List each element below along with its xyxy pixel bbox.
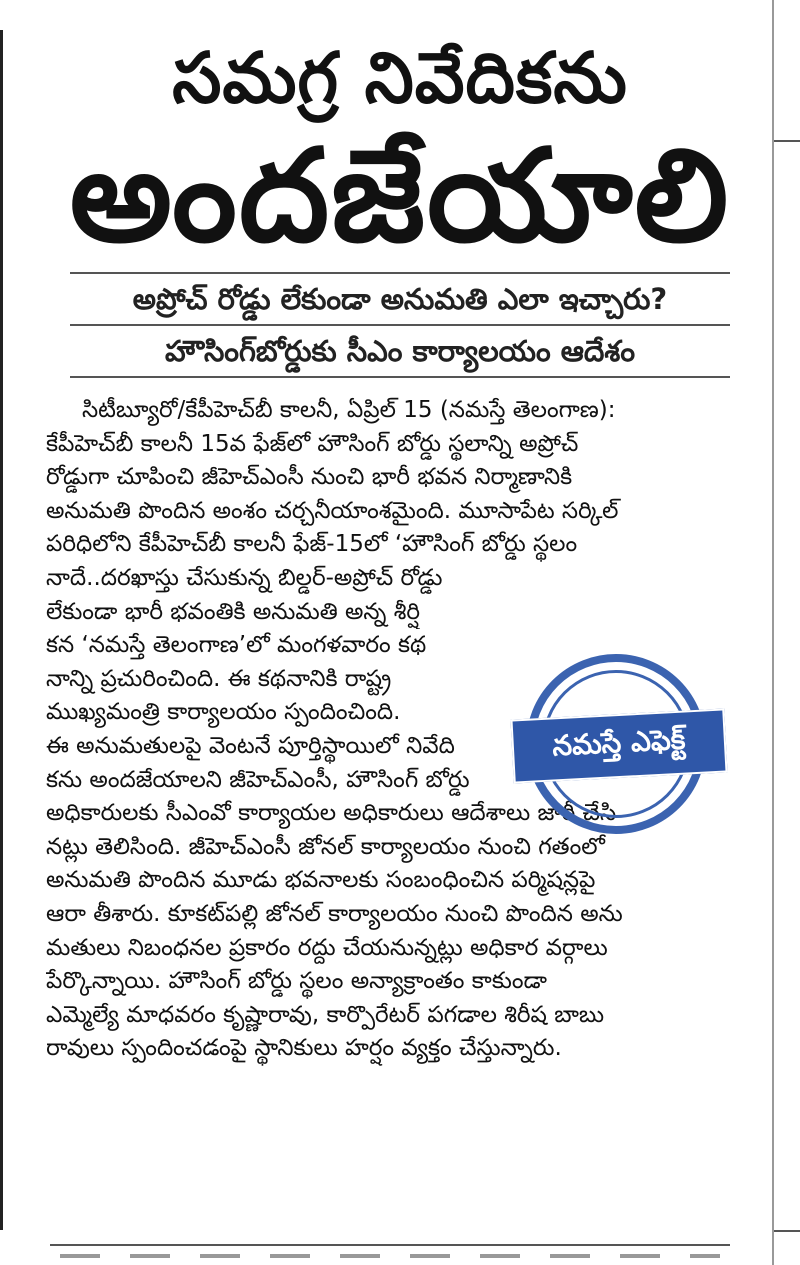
namaste-effect-stamp <box>512 654 722 844</box>
body-line: రోడ్డుగా చూపించి జీహెచ్‌ఎంసీ నుంచి భారీ భవన నిర్మాణానికి <box>46 464 573 491</box>
body-line: కను అందజేయాలని జీహెచ్‌ఎంసీ, హౌసింగ్ బోర్డు <box>46 766 470 793</box>
body-line: అనుమతి పొందిన మూడు భవనాలకు సంబంధించిన పర్మిషన్లపై <box>46 867 596 894</box>
body-line: కన ‘నమస్తే తెలంగాణ’లో మంగళవారం కథ <box>46 632 427 659</box>
body-line: అధికారులకు సీఎంవో కార్యాయల అధికారులు ఆదేశాలు జారీ చేసి <box>46 800 617 827</box>
headline-line-2: అందజేయాలి <box>69 122 731 271</box>
subhead-rule-bottom <box>70 376 730 378</box>
body-line: మతులు నిబంధనల ప్రకారం రద్దు చేయనున్నట్లు అధికార వర్గాలు <box>46 934 608 961</box>
body-line: కేపీహెచ్‌బీ కాలనీ 15వ ఫేజ్‌లో హౌసింగ్ బోర్డు స్థలాన్ని అప్రోచ్ <box>46 430 579 457</box>
body-line: సిటీబ్యూరో/కేపీహెచ్‌బీ కాలనీ, ఏప్రిల్ 15 (నమస్తే తెలంగాణ): <box>82 397 616 423</box>
body-line: లేకుండా భారీ భవంతికి అనుమతి అన్న శీర్షి <box>46 598 420 625</box>
body-line: ఈ అనుమతులపై వెంటనే పూర్తిస్థాయిలో నివేది <box>46 732 455 759</box>
left-column-rule <box>0 30 3 1230</box>
right-column-rule <box>772 0 774 1265</box>
subhead-2: హౌసింగ్‌బోర్డుకు సీఎం కార్యాలయం ఆదేశం <box>164 334 636 368</box>
body-line: నాదే..దరఖాస్తు చేసుకున్న బిల్డర్-అప్రోచ్ రోడ్డు <box>46 564 443 591</box>
body-line: పేర్కొన్నాయి. హౌసింగ్ బోర్డు స్థలం అన్యాక్రాంతం కాకుండా <box>46 968 547 995</box>
bottom-rule <box>50 1244 730 1246</box>
bottom-dashes <box>60 1254 720 1258</box>
subhead-1: అప్రోచ్ రోడ్డు లేకుండా అనుమతి ఎలా ఇచ్చారు? <box>132 282 668 316</box>
body-line: నట్లు తెలిసింది. జీహెచ్‌ఎంసీ జోనల్ కార్యాలయం నుంచి గతంలో <box>46 833 605 860</box>
right-divider-mark <box>774 140 800 142</box>
right-divider-mark-bottom <box>774 1230 800 1232</box>
stamp-label: నమస్తే ఎఫెక్ట్ <box>510 708 727 783</box>
body-line: నాన్ని ప్రచురించింది. ఈ కథనానికి రాష్ట్ర <box>46 665 392 692</box>
body-line: పరిధిలోని కేపీహెచ్‌బీ కాలనీ ఫేజ్-15లో ‘హౌసింగ్ బోర్డు స్థలం <box>46 531 578 558</box>
news-article <box>40 20 760 1066</box>
body-line: ముఖ్యమంత్రి కార్యాలయం స్పందించింది. <box>46 699 401 726</box>
body-line: అనుమతి పొందిన అంశం చర్చనీయాంశమైంది. మూసాపేట సర్కిల్ <box>46 497 619 524</box>
body-line: రావులు స్పందించడంపై స్థానికులు హర్షం వ్యక్తం చేస్తున్నారు. <box>46 1035 562 1062</box>
headline-line-1: సమగ్ర నివేదికను <box>172 37 628 119</box>
body-line: ఎమ్మెల్యే మాధవరం కృష్ణారావు, కార్పొరేటర్ పగడాల శిరీష బాబు <box>46 1001 605 1028</box>
body-line: ఆరా తీశారు. కూకట్‌పల్లి జోనల్ కార్యాలయం నుంచి పొందిన అను <box>46 900 623 927</box>
